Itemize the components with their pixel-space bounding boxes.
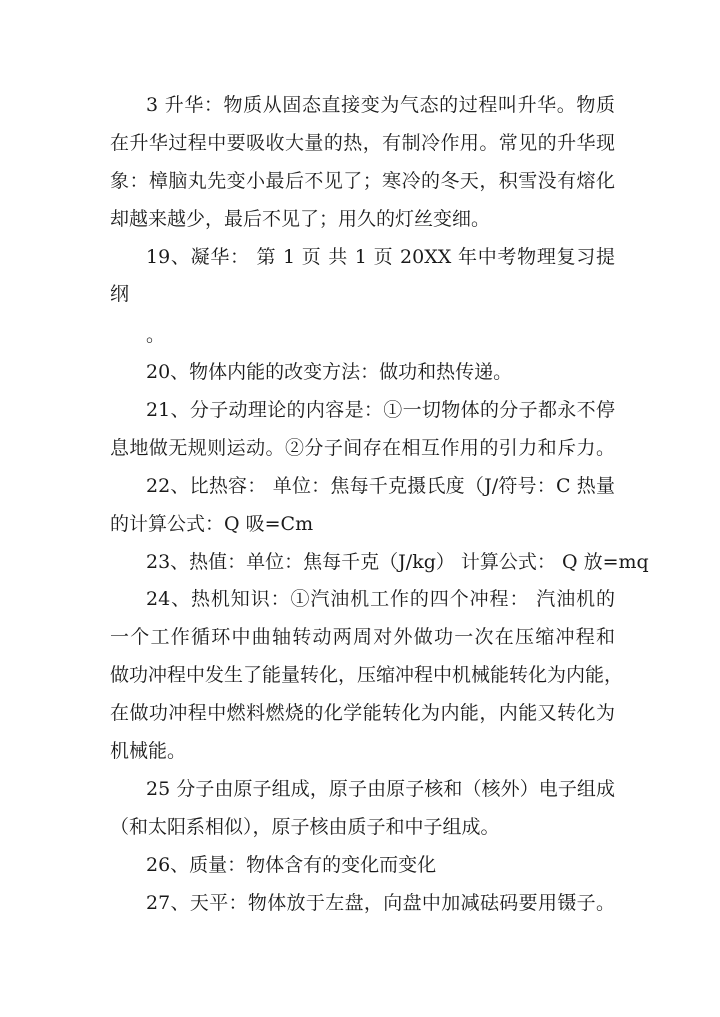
text-line: 3 升华：物质从固态直接变为气态的过程叫升华。物质 xyxy=(146,94,615,116)
text-line: 在做功冲程中燃料燃烧的化学能转化为内能，内能又转化为 xyxy=(110,702,615,724)
text-line: 19、凝华： 第 1 页 共 1 页 20XX 年中考物理复习提 xyxy=(146,246,615,268)
text-line: 象：樟脑丸先变小最后不见了；寒冷的冬天，积雪没有熔化 xyxy=(110,170,615,192)
text-line: 21、分子动理论的内容是：①一切物体的分子都永不停 xyxy=(146,399,615,421)
text-line: 24、热机知识：①汽油机工作的四个冲程： 汽油机的 xyxy=(146,588,615,610)
text-line: 做功冲程中发生了能量转化，压缩冲程中机械能转化为内能， xyxy=(110,664,624,686)
text-line: 在升华过程中要吸收大量的热，有制冷作用。常见的升华现 xyxy=(110,132,615,154)
text-line: 20、物体内能的改变方法：做功和热传递。 xyxy=(146,361,513,383)
text-line: 的计算公式：Q 吸=Cm xyxy=(110,513,314,535)
text-line: （和太阳系相似），原子核由质子和中子组成。 xyxy=(110,816,500,838)
text-line: 23、热值：单位：焦每千克（J/kg） 计算公式： Q 放=mq xyxy=(146,551,649,573)
text-line: 一个工作循环中曲轴转动两周对外做功一次在压缩冲程和 xyxy=(110,626,615,648)
text-line: 27、天平：物体放于左盘，向盘中加减砝码要用镊子。 xyxy=(146,892,615,914)
text-line: 息地做无规则运动。②分子间存在相互作用的引力和斥力。 xyxy=(110,437,615,459)
text-line: 机械能。 xyxy=(110,740,187,762)
text-line: 纲 xyxy=(110,283,130,305)
text-line: 22、比热容： 单位：焦每千克摄氏度（J/符号：C 热量 xyxy=(146,475,615,497)
text-line: 26、质量：物体含有的变化而变化 xyxy=(146,854,437,876)
text-line: 25 分子由原子组成，原子由原子核和（核外）电子组成 xyxy=(146,778,615,800)
text-line: 。 xyxy=(146,324,166,346)
text-line: 却越来越少，最后不见了；用久的灯丝变细。 xyxy=(110,208,491,230)
